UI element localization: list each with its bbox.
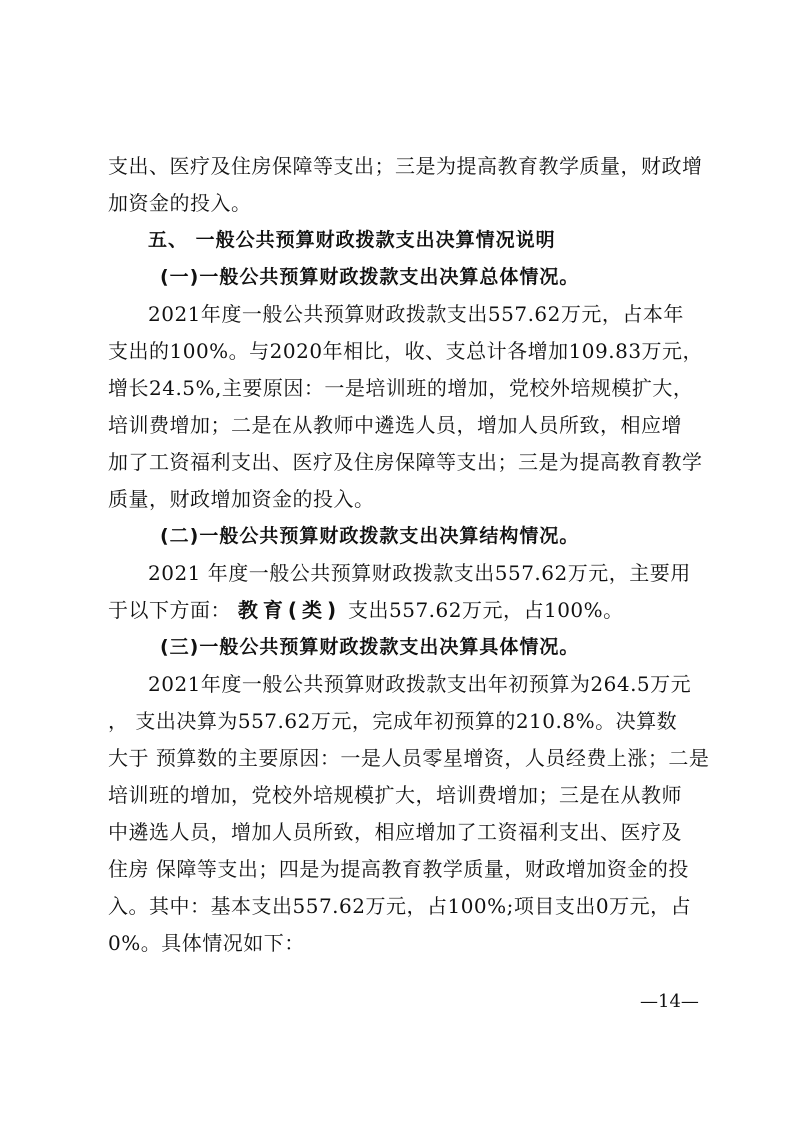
subsection-three-line-3: 大于 预算数的主要原因：一是人员零星增资，人员经费上涨；二是 xyxy=(108,746,710,770)
subsection-three-line-2: ， 支出决算为557.62万元，完成年初预算的210.8%。决算数 xyxy=(108,709,678,733)
subsection-two-line-2-suffix: 支出557.62万元，占100%。 xyxy=(348,598,624,622)
subsection-three-line-8: 0%。具体情况如下： xyxy=(108,931,305,955)
subsection-two-line-2-prefix: 于以下方面： xyxy=(108,598,231,622)
subsection-two-line-2 xyxy=(108,596,624,624)
subsection-one-line-5: 加了工资福利支出、医疗及住房保障等支出；三是为提高教育教学 xyxy=(108,450,703,474)
subsection-one-line-3: 增长24.5%,主要原因：一是培训班的增加，党校外培规模扩大， xyxy=(108,376,694,400)
subsection-three-heading: (三)一般公共预算财政拨款支出决算具体情况。 xyxy=(160,636,580,658)
continued-text-line-2: 加资金的投入。 xyxy=(108,191,252,215)
subsection-one-line-4: 培训费增加；二是在从教师中遴选人员，增加人员所致，相应增 xyxy=(108,413,682,437)
subsection-three-line-6: 住房 保障等支出；四是为提高教育教学质量，财政增加资金的投 xyxy=(108,857,689,881)
section-five-heading: 五、 一般公共预算财政拨款支出决算情况说明 xyxy=(148,229,556,251)
subsection-one-line-1: 2021年度一般公共预算财政拨款支出557.62万元，占本年 xyxy=(148,302,684,326)
subsection-one-heading: (一)一般公共预算财政拨款支出决算总体情况。 xyxy=(160,266,580,288)
subsection-two-category: 教育(类) xyxy=(237,598,342,622)
continued-text-line-1: 支出、医疗及住房保障等支出；三是为提高教育教学质量，财政增 xyxy=(108,154,703,178)
subsection-three-line-1: 2021年度一般公共预算财政拨款支出年初预算为264.5万元 xyxy=(148,672,692,696)
subsection-one-line-2: 支出的100%。与2020年相比，收、支总计各增加109.83万元， xyxy=(108,339,704,363)
subsection-three-line-7: 入。其中：基本支出557.62万元，占100%;项目支出0万元，占 xyxy=(108,894,692,918)
subsection-three-line-4: 培训班的增加，党校外培规模扩大，培训费增加；三是在从教师 xyxy=(108,783,682,807)
subsection-two-line-1: 2021 年度一般公共预算财政拨款支出557.62万元，主要用 xyxy=(148,561,691,585)
page-number: —14— xyxy=(640,991,699,1012)
subsection-one-line-6: 质量，财政增加资金的投入。 xyxy=(108,487,375,511)
subsection-three-line-5: 中遴选人员，增加人员所致，相应增加了工资福利支出、医疗及 xyxy=(108,820,682,844)
subsection-two-heading: (二)一般公共预算财政拨款支出决算结构情况。 xyxy=(160,525,580,547)
